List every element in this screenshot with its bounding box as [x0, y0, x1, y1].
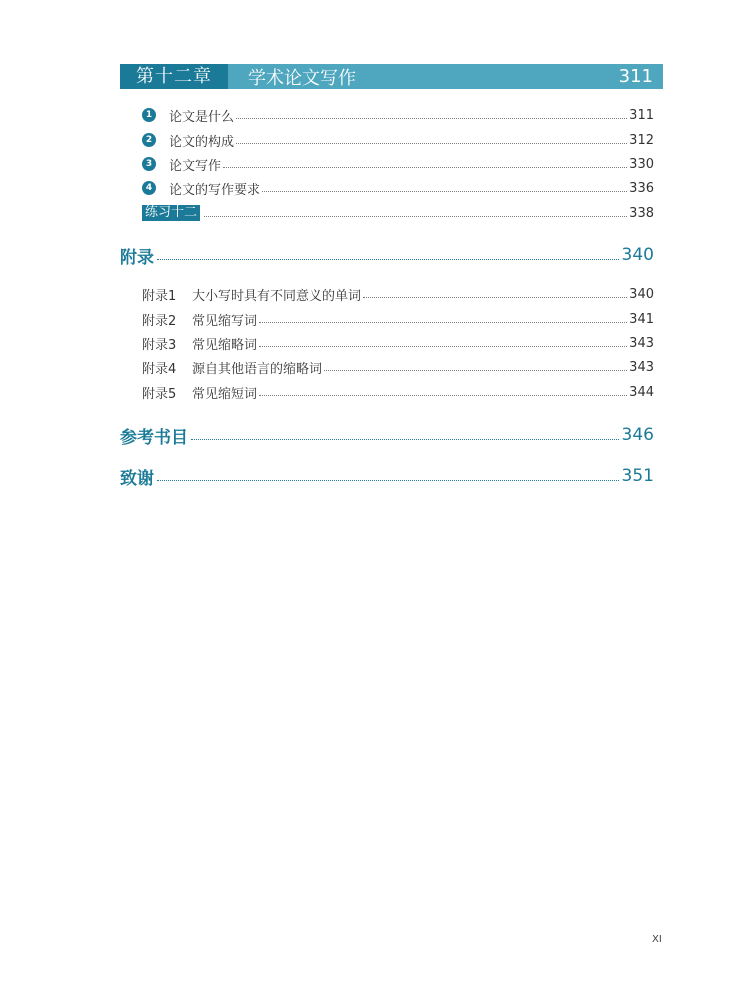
dot-leader	[157, 480, 619, 481]
toc-entry[interactable]	[142, 358, 654, 376]
dot-leader	[324, 370, 627, 371]
toc-entry-page: 330	[629, 156, 654, 172]
number-badge-icon: 3	[142, 157, 156, 171]
toc-entry[interactable]	[142, 285, 654, 303]
appendix-prefix: 附录4	[142, 361, 177, 377]
toc-entry[interactable]	[142, 179, 654, 197]
toc-entry-title: 论文的构成	[169, 134, 235, 150]
dot-leader	[191, 439, 619, 440]
exercise-label: 练习十二	[142, 205, 200, 221]
appendix-prefix: 附录5	[142, 386, 177, 402]
appendix-prefix: 附录1	[142, 288, 177, 304]
toc-entry-exercise[interactable]	[142, 204, 654, 222]
number-badge-icon: 1	[142, 108, 156, 122]
toc-entry[interactable]	[142, 334, 654, 352]
toc-entry-page: 340	[629, 286, 654, 302]
appendix-prefix: 附录3	[142, 337, 177, 353]
toc-entry-title: 常见缩短词	[192, 386, 258, 402]
toc-entry[interactable]	[142, 131, 654, 149]
toc-entry-page: 336	[629, 180, 654, 196]
toc-entry-page: 341	[629, 311, 654, 327]
toc-entry[interactable]	[142, 106, 654, 124]
toc-entry-page: 312	[629, 132, 654, 148]
dot-leader	[363, 297, 627, 298]
number-badge-icon: 4	[142, 181, 156, 195]
appendix-prefix: 附录2	[142, 313, 177, 329]
section-page: 351	[621, 466, 654, 486]
toc-entry[interactable]	[142, 155, 654, 173]
dot-leader	[259, 395, 627, 396]
chapter-page: 311	[618, 66, 653, 87]
dot-leader	[259, 346, 627, 347]
toc-entry-title: 常见缩写词	[192, 313, 258, 329]
dot-leader	[259, 322, 627, 323]
number-badge-icon: 2	[142, 133, 156, 147]
section-title: 附录	[120, 247, 154, 268]
dot-leader	[157, 259, 619, 260]
toc-entry[interactable]	[142, 383, 654, 401]
toc-section-bibliography[interactable]	[120, 423, 654, 447]
toc-entry-page: 311	[629, 107, 654, 123]
dot-leader	[204, 216, 627, 217]
chapter-title-bar[interactable]	[228, 64, 663, 89]
dot-leader	[262, 191, 627, 192]
toc-entry-page: 344	[629, 384, 654, 400]
chapter-number: 第十二章	[120, 64, 228, 89]
toc-entry-title: 论文的写作要求	[169, 182, 261, 198]
toc-entry-title: 大小写时具有不同意义的单词	[192, 288, 362, 304]
toc-entry-page: 338	[629, 205, 654, 221]
toc-section-acknowledgements[interactable]	[120, 464, 654, 488]
toc-entry-title: 论文是什么	[169, 109, 235, 125]
toc-entry-page: 343	[629, 359, 654, 375]
chapter-title: 学术论文写作	[248, 67, 356, 89]
section-page: 340	[621, 245, 654, 265]
section-title: 参考书目	[120, 427, 188, 448]
section-page: 346	[621, 425, 654, 445]
dot-leader	[223, 167, 627, 168]
toc-entry-title: 常见缩略词	[192, 337, 258, 353]
toc-entry[interactable]	[142, 310, 654, 328]
toc-section-appendix[interactable]	[120, 243, 654, 267]
toc-entry-title: 论文写作	[169, 158, 222, 174]
toc-entry-page: 343	[629, 335, 654, 351]
chapter-header	[120, 64, 663, 89]
dot-leader	[236, 143, 627, 144]
page-folio: XI	[652, 934, 662, 945]
section-title: 致谢	[120, 468, 154, 489]
dot-leader	[236, 118, 627, 119]
toc-entry-title: 源自其他语言的缩略词	[192, 361, 323, 377]
